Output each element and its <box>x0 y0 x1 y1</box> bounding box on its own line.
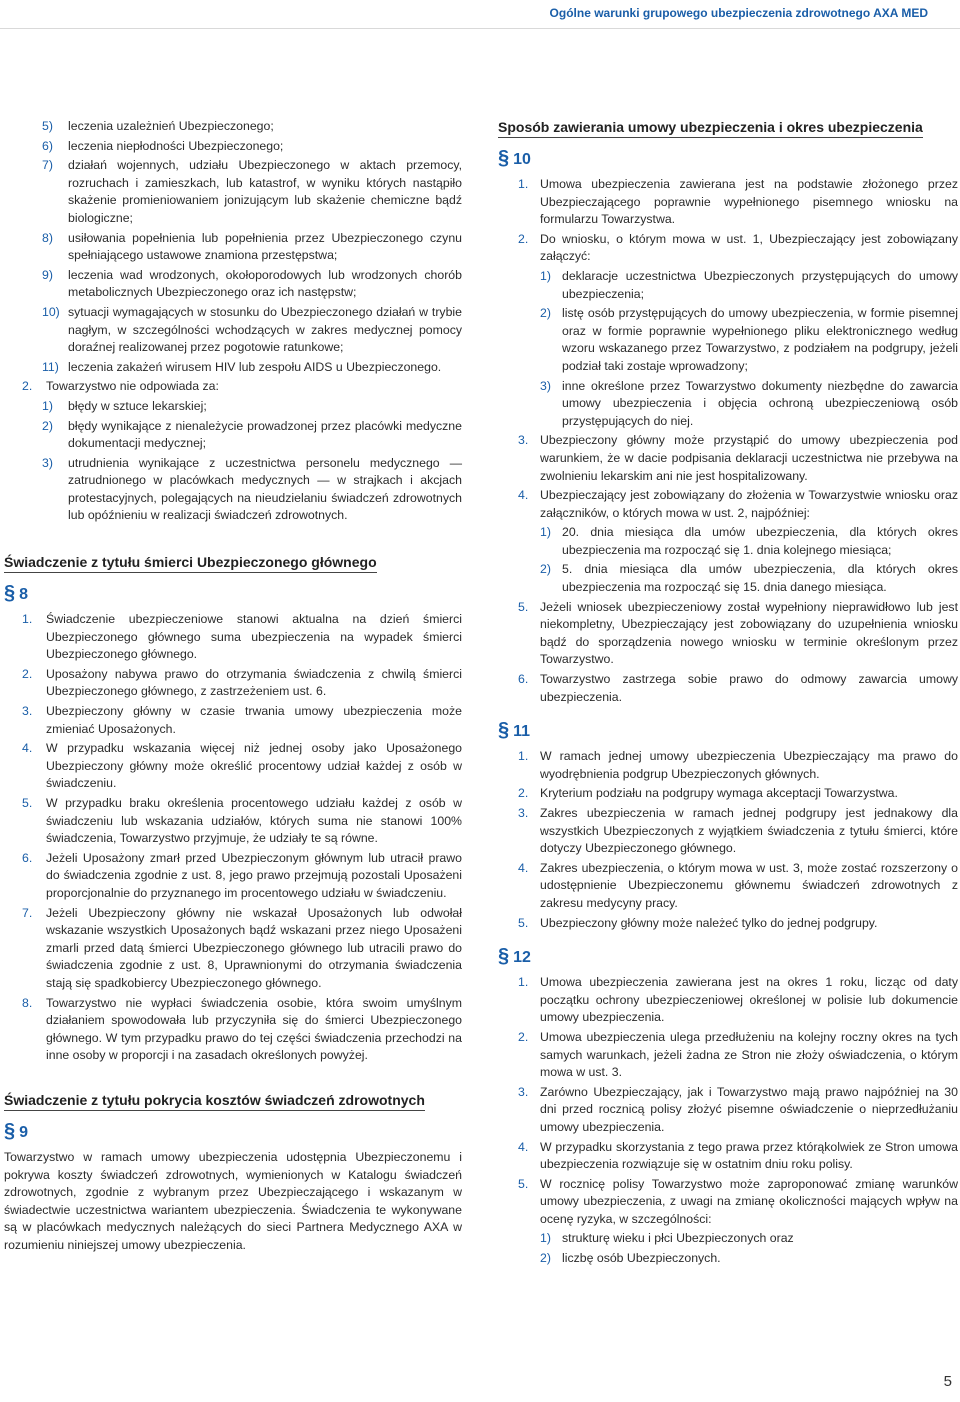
list-item <box>498 1250 958 1268</box>
item-text: 5. dnia miesiąca dla umów ubezpieczenia, dla których okres ubezpieczenia ma rozpocząć się 15. dnia danego miesiąca. <box>562 562 958 595</box>
paragraph-8-items <box>4 611 462 1065</box>
item-text: Ubezpieczony główny w czasie trwania umowy ubezpieczenia może zmieniać Uposażonych. <box>46 704 462 736</box>
item-text: listę osób przystępujących do umowy ubezpieczenia, w formie pisemnej oraz w formie poprawnie wypełnionego pliku elektronicznego według wzoru wskazanego przez Towarzystwo, z podziałem na podgrupy, jeżeli podział taki zostaje wprowadzony; <box>562 306 958 373</box>
list-item <box>4 995 462 1065</box>
item-number: 5. <box>518 1176 529 1191</box>
item-number: 1) <box>540 268 551 283</box>
item-text: Umowa ubezpieczenia ulega przedłużeniu na kolejny roczny okres na tych samych warunkach, jeżeli żadna ze Stron nie złoży oświadczenia, o którym mowa w ust. 3. <box>540 1029 958 1080</box>
list-item <box>498 1139 958 1174</box>
section-heading-costs: Świadczenie z tytułu pokrycia kosztów świadczeń zdrowotnych <box>4 1091 425 1111</box>
item-number: 1) <box>42 398 53 413</box>
item-number: 2. <box>518 231 529 246</box>
item-text: inne określone przez Towarzystwo dokumenty niezbędne do zawarcia umowy ubezpieczenia i objęcia ochroną ubezpieczeniową osób przystępujących do niej. <box>562 378 958 428</box>
list-item <box>4 398 462 416</box>
list-item <box>4 118 462 136</box>
list-item <box>4 905 462 993</box>
list-item <box>4 703 462 738</box>
item-text: W ramach jednej umowy ubezpieczenia Ubezpieczający ma prawo do wyodrębnienia podgrup Ubezpieczonych głównych. <box>540 749 958 781</box>
list-item <box>498 176 958 229</box>
item-number: 2. <box>518 1029 529 1044</box>
item-number: 8. <box>22 995 33 1010</box>
paragraph-9-text: Towarzystwo w ramach umowy ubezpieczenia udostępnia Ubezpieczonemu i pokrywa koszty świadczeń zdrowotnych, wymienionych w Katalogu świadczeń zdrowotnych, zgodnie z wybranym przez Ubezpieczającego i wskazanym w świadectwie uczestnictwa wariantem ubezpieczenia. Świadczenia te wykonywane są w placówkach medycznych należących do sieci Partnera Medycznego AXA w rozumieniu niniejszej umowy ubezpieczenia. <box>4 1149 462 1252</box>
item-number: 2) <box>540 562 551 577</box>
item-text: sytuacji wymagających w stosunku do Ubezpieczonego działań w trybie nagłym, w szczególności wchodzących w zakres medycznej pomocy doraźnej realizowanej przez pogotowie ratunkowe; <box>68 304 462 355</box>
item-number: 1. <box>22 612 33 627</box>
item-text: leczenia niepłodności Ubezpieczonego; <box>68 138 284 153</box>
item-number: 4. <box>518 860 529 875</box>
list-item <box>4 157 462 227</box>
item-number: 6. <box>22 850 33 865</box>
item-number: 1. <box>518 975 529 990</box>
list-item <box>4 611 462 664</box>
item-number: 5. <box>518 915 529 930</box>
item-text: Zakres ubezpieczenia w ramach jednej podgrupy jest jednakowy dla wszystkich Ubezpieczonych z wyjątkiem świadczenia z tytułu śmierci, które dotyczy Ubezpieczonego głównego. <box>540 806 958 856</box>
list-item <box>4 304 462 357</box>
list-item <box>498 1176 958 1229</box>
paragraph-9-marker: § 9 <box>4 1119 29 1142</box>
item-number: 6. <box>518 672 529 687</box>
item-number: 10) <box>42 304 60 319</box>
item-text: 20. dnia miesiąca dla umów ubezpieczenia, dla których okres ubezpieczenia ma rozpocząć się 1. dnia kolejnego miesiąca; <box>562 525 958 557</box>
item-number: 3. <box>518 806 529 820</box>
item-number: 4. <box>22 741 33 756</box>
item-number: 1) <box>540 1231 551 1246</box>
paragraph-8-marker: § 8 <box>4 582 29 605</box>
item-number: 5) <box>42 119 53 133</box>
item-number: 3) <box>540 378 551 393</box>
list-item <box>498 305 958 375</box>
item-text: Jeżeli Ubezpieczony główny nie wskazał Uposażonych lub odwołał wskazanie wszystkich Uposażonych bądź wskazani przez niego Uposażeni zmarli przed datą śmierci Ubezpieczonego głównego lub utracili prawo do świadczenia zgodnie z ust. 8, Uprawnionymi do otrzymania świadczenia stają się spadkobiercy Ubezpieczonego głównego. <box>46 905 462 990</box>
list-item <box>498 1029 958 1082</box>
item-text: Jeżeli Uposażony zmarł przed Ubezpieczonym głównym lub utracił prawo do świadczenia zgodnie z ust. 8, jego prawo przejmują pozostali Uposażeni proporcjonalnie do przyznanego im procentowego udziału w świadczeniu. <box>46 850 462 900</box>
item-number: 4. <box>518 488 529 503</box>
item-text: leczenia uzależnień Ubezpieczonego; <box>68 119 274 133</box>
item-number: 5. <box>518 599 529 614</box>
item-number: 2) <box>540 306 551 321</box>
left-column <box>4 118 462 1254</box>
item-number: 3. <box>518 433 529 448</box>
item-text: liczbę osób Ubezpieczonych. <box>562 1251 721 1266</box>
item-text: Świadczenie ubezpieczeniowe stanowi aktualna na dzień śmierci Ubezpieczonego głównego suma ubezpieczenia na wypadek śmierci Ubezpieczonego głównego. <box>46 612 462 662</box>
list-item <box>4 230 462 265</box>
list-item <box>4 138 462 156</box>
list-item <box>498 748 958 783</box>
list-item <box>4 418 462 453</box>
item-number: 1) <box>540 525 551 540</box>
paragraph-10-marker: § 10 <box>498 147 531 169</box>
right-column <box>498 118 958 1270</box>
item-number: 7. <box>22 905 33 920</box>
item-number: 7) <box>42 158 53 173</box>
list-item <box>498 860 958 913</box>
list-item <box>4 850 462 903</box>
list-item <box>498 378 958 431</box>
liability-exclusions-list <box>4 398 462 525</box>
item-text: Jeżeli wniosek ubezpieczeniowy został wypełniony nieprawidłowo lub jest niekompletny, Ubezpieczający jest zobowiązany do uzupełnienia wniosku bądź do sporządzenia nowego wniosku w terminie określonym przez Towarzystwo. <box>540 599 958 667</box>
item-text: Umowa ubezpieczenia zawierana jest na podstawie złożonego przez Ubezpieczającego poprawnie wypełnionego pisemnego wniosku na formularzu Towarzystwa. <box>540 177 958 227</box>
paragraph-12-items <box>498 974 958 1268</box>
point-2: 2. Towarzystwo nie odpowiada za: <box>22 379 219 394</box>
list-item <box>4 666 462 701</box>
item-number: 2) <box>540 1251 551 1266</box>
list-item <box>498 268 958 303</box>
list-item <box>498 524 958 559</box>
item-text: błędy w sztuce lekarskiej; <box>68 398 207 413</box>
list-item <box>498 561 958 596</box>
list-item <box>498 487 958 522</box>
item-text: Ubezpieczony główny może należeć tylko do jednej podgrupy. <box>540 915 878 930</box>
section-heading-death: Świadczenie z tytułu śmierci Ubezpieczonego głównego <box>4 553 377 573</box>
list-item <box>498 671 958 706</box>
item-number: 2. <box>518 786 529 801</box>
list-item <box>4 359 462 377</box>
item-text: Kryterium podziału na podgrupy wymaga akceptacji Towarzystwa. <box>540 786 898 801</box>
item-number: 1. <box>518 749 529 764</box>
paragraph-12-marker: § 12 <box>498 945 531 968</box>
list-item <box>498 432 958 485</box>
item-text: Uposażony nabywa prawo do otrzymania świadczenia z chwilą śmierci Ubezpieczonego głównego, z zastrzeżeniem ust. 6. <box>46 666 462 699</box>
page-number: 5 <box>943 1373 952 1390</box>
list-item <box>4 267 462 302</box>
item-number: 3) <box>42 455 53 470</box>
item-text: Zakres ubezpieczenia, o którym mowa w ust. 3, może zostać rozszerzony o udostępnienie Ubezpieczonemu głównemu świadczeń zdrowotnych z zakresu medycyny pracy. <box>540 860 958 910</box>
item-number: 3. <box>518 1084 529 1099</box>
list-item <box>498 1230 958 1248</box>
item-text: leczenia wad wrodzonych, okołoporodowych lub wrodzonych chorób metabolicznych Ubezpieczonego oraz ich następstw; <box>68 267 462 300</box>
paragraph-10-items <box>498 176 958 706</box>
item-text: działań wojennych, udziału Ubezpieczonego w aktach przemocy, rozruchach i zamieszkach, lub katastrof, w wyniku których nastąpiło skażenie promieniowaniem jonizującym lub skażenie chemiczne bądź biologiczne; <box>68 158 462 225</box>
exclusions-list <box>4 118 462 376</box>
item-text: Ubezpieczający jest zobowiązany do złożenia w Towarzystwie wniosku oraz załączników, o których mowa w ust. 2, najpóźniej: <box>540 488 958 520</box>
item-text: W przypadku braku określenia procentowego udziału każdej z osób w świadczeniu lub wskazania udziałów, których suma nie stanowi 100% świadczenia, Towarzystwo przyjmuje, że udziały te są równe. <box>46 796 462 846</box>
item-text: leczenia zakażeń wirusem HIV lub zespołu AIDS u Ubezpieczonego. <box>68 359 442 374</box>
item-number: 5. <box>22 796 33 810</box>
item-text: W przypadku wskazania więcej niż jednej osoby jako Uposażonego Ubezpieczony główny może określić procentowy udział każdej z osób w świadczeniu. <box>46 741 462 791</box>
item-number: 2) <box>42 418 53 433</box>
item-number: 11) <box>42 359 59 374</box>
item-text: utrudnienia wynikające z uczestnictwa personelu medycznego — zatrudnionego w placówkach medycznych — w strajkach i akcjach protestacyjnych, polegających na nieudzielaniu świadczeń zdrowotnych lub opóźnieniu w realizacji świadczeń zdrowotnych. <box>68 455 462 523</box>
list-item <box>498 785 958 803</box>
item-number: 8) <box>42 230 53 245</box>
section-heading-contract: Sposób zawierania umowy ubezpieczenia i okres ubezpieczenia <box>498 118 923 138</box>
list-item <box>498 915 958 933</box>
list-item <box>498 805 958 858</box>
item-number: 1. <box>518 177 529 191</box>
item-text: W przypadku skorzystania z tego prawa przez którąkolwiek ze Stron umowa ubezpieczenia rozwiązuje się w ostatnim dniu roku polisy. <box>540 1139 958 1172</box>
item-number: 9) <box>42 267 53 282</box>
header-title: Ogólne warunki grupowego ubezpieczenia zdrowotnego AXA MED <box>549 6 928 20</box>
item-text: Towarzystwo zastrzega sobie prawo do odmowy zawarcia umowy ubezpieczenia. <box>540 672 958 704</box>
item-number: 6) <box>42 138 53 153</box>
item-text: Towarzystwo nie wypłaci świadczenia osobie, która swoim umyślnym działaniem spowodowała lub przyczyniła się do śmierci Ubezpieczonego głównego. W tym przypadku prawo do tej części świadczenia przechodzi na inne osoby w proporcji i na zasadach określonych powyżej. <box>46 995 462 1063</box>
item-number: 3. <box>22 704 33 719</box>
item-text: Ubezpieczony główny może przystąpić do umowy ubezpieczenia pod warunkiem, że w dacie podpisania deklaracji uczestnictwa nie przebywa na zwolnieniu lekarskim ani nie jest hospitalizowany. <box>540 433 958 483</box>
item-text: Zarówno Ubezpieczający, jak i Towarzystwo mają prawo najpóźniej na 30 dni przed rocznicą polisy złożyć pisemne oświadczenie o nieprzedłużaniu umowy ubezpieczenia. <box>540 1084 958 1134</box>
paragraph-11-items <box>498 748 958 932</box>
list-item <box>498 231 958 266</box>
page-header <box>0 0 960 29</box>
item-text: usiłowania popełnienia lub popełnienia przez Ubezpieczonego czynu spełniającego ustawowe znamiona przestępstwa; <box>68 230 462 263</box>
item-number: 4. <box>518 1139 529 1154</box>
list-item <box>498 974 958 1027</box>
item-text: strukturę wieku i płci Ubezpieczonych oraz <box>562 1231 794 1246</box>
list-item <box>4 795 462 848</box>
list-item <box>498 599 958 669</box>
list-item <box>498 1084 958 1137</box>
item-text: Do wniosku, o którym mowa w ust. 1, Ubezpieczający jest zobowiązany załączyć: <box>540 231 958 264</box>
list-item <box>4 455 462 525</box>
item-text: deklaracje uczestnictwa Ubezpieczonych przystępujących do umowy ubezpieczenia; <box>562 268 958 301</box>
item-text: Umowa ubezpieczenia zawierana jest na okres 1 roku, licząc od daty początku ochrony ubezpieczeniowej określonej w polisie lub dokumencie umowy ubezpieczenia. <box>540 975 958 1025</box>
item-text: W rocznicę polisy Towarzystwo może zaproponować zmianę warunków umowy ubezpieczenia, z uwagi na zmianę okoliczności mających wpływ na ocenę ryzyka, w szczególności: <box>540 1176 958 1226</box>
list-item <box>4 740 462 793</box>
item-number: 2. <box>22 666 33 681</box>
item-text: błędy wynikające z nienależycie prowadzonej przez placówki medyczne dokumentacji medycznej; <box>68 418 462 451</box>
paragraph-11-marker: § 11 <box>498 719 531 742</box>
